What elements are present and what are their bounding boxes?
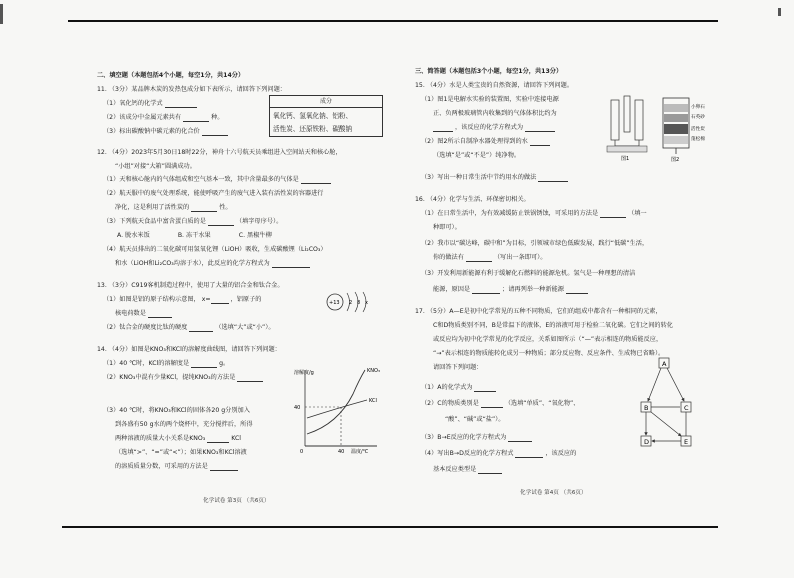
q13-line	[103, 324, 275, 332]
q15-line	[421, 138, 550, 146]
q15-text: （2）图2所示自制净水器处理得到的水	[421, 138, 528, 145]
answer-blank[interactable]	[466, 255, 492, 262]
q17-line: “→”表示相连的物质能转化成另一种物质；部分反应物、反应条件、生成物已省略）。	[433, 350, 665, 357]
q17-line	[421, 384, 496, 392]
q17-line: “酸”、“碱”或“盐”）。	[445, 416, 505, 423]
q14-text: 的溶质质量分数，可采用的方法是	[115, 463, 208, 470]
q14-line	[103, 374, 263, 382]
q12-line	[115, 204, 232, 212]
answer-blank[interactable]	[474, 385, 496, 392]
q14-line: （3）40 ℃时，将KNO₃和KCl的固体各20 g分别加入	[103, 407, 250, 414]
answer-blank[interactable]	[566, 287, 588, 294]
answer-blank[interactable]	[600, 211, 626, 218]
q11-stem: 11. （3分）某品牌木炭的发热包成分如下表所示，请回答下列问题：	[97, 86, 286, 93]
answer-blank[interactable]	[191, 205, 217, 212]
answer-blank[interactable]	[478, 467, 502, 474]
answer-blank[interactable]	[191, 361, 217, 368]
q11-item2	[103, 114, 224, 122]
table-body	[270, 108, 382, 138]
answer-blank[interactable]	[207, 436, 229, 443]
answer-blank[interactable]	[208, 219, 234, 226]
q14-line	[103, 360, 229, 368]
figure-caption: 图2	[671, 157, 680, 162]
answer-blank[interactable]	[301, 177, 331, 184]
node-label: E	[684, 438, 689, 446]
q17-text: （4）写出B→D反应的化学方程式	[421, 450, 514, 457]
relationship-diagram	[637, 354, 697, 452]
q12-options	[117, 232, 272, 240]
q17-text: 基本反应类型是	[433, 466, 477, 473]
option-c: C. 黑椒牛柳	[238, 232, 272, 239]
q13-line: 13. （3分）C919客机制造过程中，使用了大量的铝合金和钛合金。	[97, 282, 284, 289]
q13-line	[115, 310, 172, 318]
node-label: C	[684, 404, 689, 412]
q16-line	[433, 254, 546, 262]
q13-text: 核电荷数是	[115, 310, 146, 317]
answer-blank[interactable]	[165, 101, 197, 108]
answer-blank[interactable]	[515, 451, 543, 458]
answer-blank[interactable]	[530, 139, 550, 146]
node-label: B	[644, 404, 649, 412]
q12-line	[103, 218, 282, 226]
series-curve-a	[307, 370, 365, 434]
shell-count: 8	[357, 300, 361, 306]
answer-blank[interactable]	[481, 401, 503, 408]
shell-count: 2	[349, 300, 353, 306]
answer-blank[interactable]	[472, 287, 500, 294]
q11-item2-text: （2）该成分中金属元素共有	[103, 114, 182, 121]
x-axis-label: 温度/℃	[351, 449, 369, 455]
layer-label: 蓬松棉	[691, 137, 705, 142]
answer-blank[interactable]	[189, 325, 213, 332]
bottom-rule	[62, 526, 718, 528]
table-title: 成分	[270, 96, 382, 108]
q12-line: 12. （4分）2023年5月30日18时22分，神舟十六号航天员乘组进入空间站天和核心舱，	[97, 149, 342, 156]
answer-blank[interactable]	[148, 311, 172, 318]
q13-text: ，铝原子的	[230, 296, 262, 303]
q13-text: （2）钛合金的硬度比钛的硬度	[103, 324, 188, 331]
q11-item1-text: （1）氧化钙的化学式	[103, 100, 163, 107]
scan-edge-mark	[778, 8, 781, 16]
node-label: A	[662, 360, 667, 368]
q17-line: 17. （5分）A—E是初中化学常见的五种不同物质，它们的组成中都含有一种相同的元素，	[415, 308, 662, 315]
q15-text: （3）写出一种日常生活中节约用水的做法	[421, 174, 537, 181]
q13-line	[103, 296, 261, 304]
q17-text: （2）C的物质类别是	[421, 400, 479, 407]
x-label: x=	[201, 296, 211, 303]
q14-text: 两种溶液的质量大小关系是KNO₃	[115, 435, 206, 442]
q14-text: g。	[219, 360, 230, 367]
q12-text: 净化，这是利用了活性炭的	[115, 204, 190, 211]
answer-blank[interactable]	[525, 125, 555, 132]
q16-line	[433, 286, 588, 294]
q16-text: （写出一条即可）。	[493, 254, 547, 261]
q12-text: 性。	[219, 204, 232, 211]
q15-line: （1）图1是电解水实验的装置图，实验中连接电源	[421, 96, 559, 103]
q16-line: 种即可）。	[433, 224, 461, 231]
q15-line: 正、负两极玻璃管内收集到的气体体积比约为	[433, 110, 557, 117]
origin-tick: 0	[300, 449, 304, 455]
layer-label: 小卵石	[691, 105, 705, 110]
q14-line: 到各盛有50 g水的两个烧杯中，充分搅拌后，所得	[115, 421, 253, 428]
answer-blank[interactable]	[237, 375, 263, 382]
q12-text: （填字母序号）。	[235, 218, 283, 225]
y-tick: 40	[294, 405, 301, 411]
layer-label: 石英砂	[691, 115, 705, 120]
water-filter-apparatus	[655, 90, 721, 162]
q11-item2-unit: 种。	[211, 114, 224, 121]
series-label-b: KCl	[369, 398, 377, 404]
figure-caption: 图1	[621, 156, 630, 162]
shell-count: x	[365, 300, 368, 306]
option-a: A. 脱水米饭	[117, 232, 150, 239]
q17-text: （选填“单质”、“氧化物”、	[504, 400, 580, 407]
series-curve-b	[307, 400, 367, 418]
layer-label: 活性炭	[691, 127, 705, 132]
q15-line	[421, 174, 568, 182]
q11-item3-text: （3）标出碳酸钠中碳元素的化合价	[103, 128, 200, 135]
q14-line: （选填“>”、“=”或“<”）；如果KNO₃和KCl溶液	[115, 449, 247, 456]
q17-line	[433, 466, 502, 474]
q14-text: KCl	[231, 435, 241, 442]
ingredient-table	[269, 95, 383, 137]
q16-line: 16. （4分）化学与生活、环保密切相关。	[415, 196, 530, 203]
q16-text: ；请再列举一种新能源	[502, 286, 564, 293]
q17-line: 请回答下列问题：	[433, 364, 483, 371]
q17-line: 或反应均为初中化学常见的化学反应，关系如图所示（“—”表示相连的物质能反应，	[433, 336, 663, 343]
q14-line: 14. （4分）如图是KNO₃和KCl的溶解度曲线图，请回答下列问题：	[97, 346, 281, 353]
q12-line: （2）航天服中的废气处理系统，能使呼吸产生的废气进入装有活性炭的容器进行	[103, 190, 324, 197]
q12-text: （3）下列航天食品中富含蛋白质的是	[103, 218, 206, 225]
q17-line	[421, 400, 579, 408]
electrolysis-apparatus	[605, 94, 653, 162]
q17-text: ，该反应的	[545, 450, 577, 457]
q14-line	[115, 435, 241, 443]
answer-blank[interactable]	[508, 435, 532, 442]
q17-line: C和D物质类别不同，B是常温下的液体，E的溶液可用于检验二氧化碳。它们之间的转化	[433, 322, 673, 329]
q16-text: 你的做法有	[433, 254, 464, 261]
page-footer-left: 化学试卷 第3页 （共6页）	[203, 498, 270, 504]
q11-item3	[103, 128, 228, 136]
x-tick: 40	[338, 449, 345, 455]
section-heading: 三、简答题（本题包括3个小题，每空1分，共13分）	[415, 68, 563, 75]
q12-text: （1）天和核心舱内的气体组成和空气基本一致，其中含量最多的气体是	[103, 176, 299, 183]
q12-line	[115, 260, 310, 268]
answer-blank[interactable]	[202, 129, 228, 136]
q12-line: （4）航天员排出的二氧化碳可用氢氧化锂（LiOH）吸收，生成碳酸锂（Li₂CO₃）	[103, 246, 327, 253]
scan-edge-mark	[0, 4, 3, 24]
q15-line	[433, 124, 555, 132]
q12-line: “小组”对接“大箱”圆满成功。	[115, 163, 196, 170]
q17-line	[421, 450, 576, 458]
q13-text: （1）如图是铝的原子结构示意图，	[103, 296, 200, 303]
answer-blank[interactable]	[210, 464, 238, 471]
q15-line: 15. （4分）水是人类宝贵的自然资源，请回答下列问题。	[415, 82, 574, 89]
q12-line	[103, 176, 331, 184]
series-label-a: KNO₃	[367, 368, 380, 374]
answer-blank[interactable]	[433, 125, 453, 132]
node-label: D	[644, 438, 650, 446]
nucleus-label: +13	[329, 300, 340, 306]
aluminum-atom-diagram	[325, 288, 381, 316]
q16-text: 能源，原因是	[433, 286, 471, 293]
q15-text: ，该反应的化学方程式为	[454, 124, 524, 131]
q11-item1	[103, 100, 197, 108]
q17-text: （1）A的化学式为	[421, 384, 473, 391]
table-row: 氧化钙、氢氧化钠、铝粉、	[273, 112, 353, 120]
option-b: B. 冻干水果	[177, 232, 211, 239]
q16-line	[421, 210, 647, 218]
q16-text: （1）在日常生活中，为有效减缓防止铁锅锈蚀，可采用的方法是	[421, 210, 599, 217]
page-footer-right: 化学试卷 第4页 （共6页）	[520, 490, 587, 496]
section-heading: 二、填空题（本题包括4个小题，每空1分，共14分）	[97, 72, 245, 79]
q12-text: 和水（LiOH和Li₂CO₃均溶于水），此反应的化学方程式为	[115, 260, 270, 267]
q14-line	[115, 463, 238, 471]
table-row: 活性炭、还原铁粉、碳酸钠	[273, 125, 353, 133]
q16-line: （2）我市以“碳达峰，碳中和”为目标，引领城市绿色低碳发展，践行“低碳”生活，	[421, 240, 649, 247]
top-rule	[68, 20, 718, 22]
q15-line: （选填“是”或“不是”）纯净物。	[433, 152, 521, 159]
q14-text: （2）KNO₃中混有少量KCl，提纯KNO₃的方法是	[103, 374, 236, 381]
q14-text: （1）40 ℃时，KCl的溶解度是	[103, 360, 190, 367]
q13-text: （选填“大”或“小”）。	[215, 324, 275, 331]
answer-blank[interactable]	[538, 175, 568, 182]
q16-line: （3）开发利用新能源有利于缓解化石燃料的能源危机。氢气是一种理想的清洁	[421, 270, 636, 277]
answer-blank[interactable]	[272, 261, 310, 268]
answer-blank[interactable]	[211, 297, 229, 304]
y-axis-label: 溶解度/g	[294, 370, 314, 376]
q17-line	[421, 434, 532, 442]
q17-text: （3）B→E反应的化学方程式为	[421, 434, 507, 441]
q16-text: （填一	[628, 210, 647, 217]
solubility-chart	[293, 364, 385, 456]
answer-blank[interactable]	[183, 115, 209, 122]
